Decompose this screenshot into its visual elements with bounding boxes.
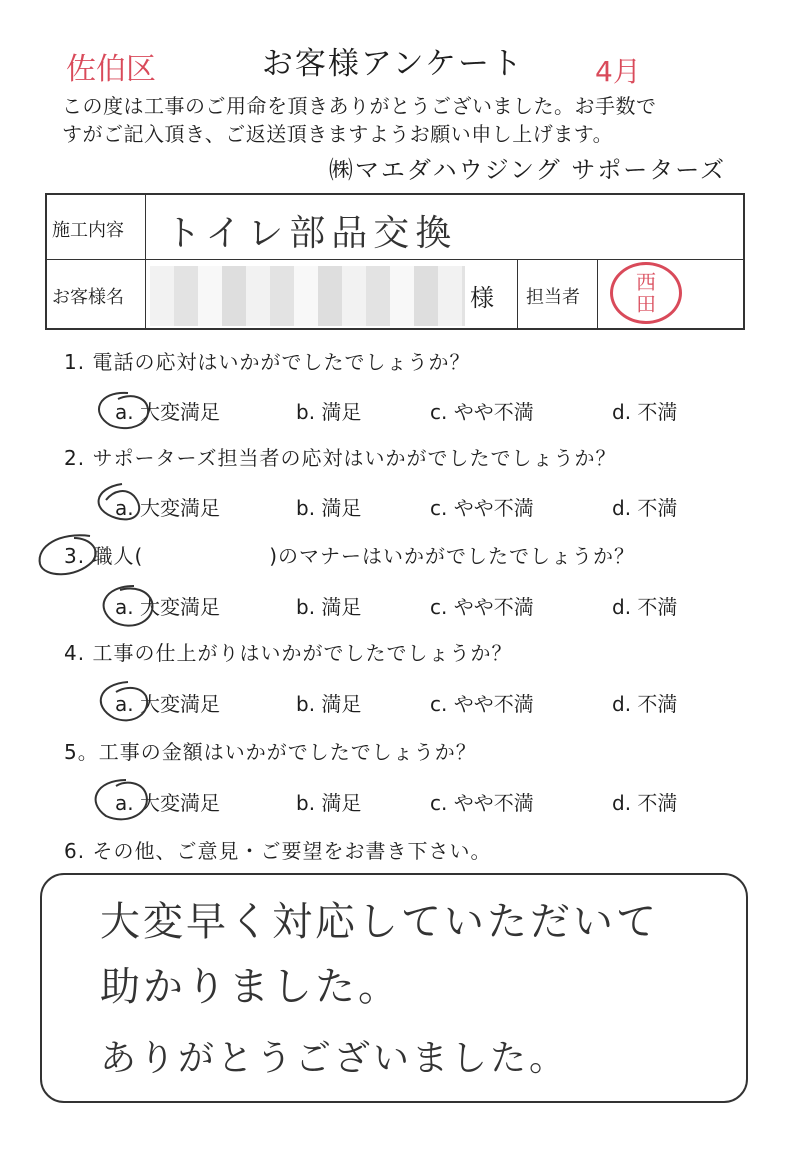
q4-option-b: b. 満足	[296, 692, 362, 716]
q1-option-b: b. 満足	[296, 400, 362, 424]
q3-option-b: b. 満足	[296, 595, 362, 619]
q3-option-a: a. 大変満足	[115, 595, 220, 619]
customer-name-redacted	[150, 266, 465, 326]
q4-option-c: c. やや不満	[430, 692, 534, 716]
staff-label: 担当者	[526, 287, 580, 308]
q5-option-d: d. 不満	[612, 791, 678, 815]
q2-selection-circle	[86, 478, 176, 528]
honorific: 様	[470, 284, 494, 312]
q4-option-a: a. 大変満足	[115, 692, 220, 716]
question-3: 3. 職人( )のマナーはいかがでしたでしょうか？	[64, 544, 636, 568]
form-divider	[597, 259, 598, 330]
form-divider	[517, 259, 518, 330]
work-value: トイレ部品交換	[165, 213, 458, 254]
q2-option-c: c. やや不満	[430, 496, 534, 520]
form-divider	[145, 193, 146, 330]
staff-seal-stamp	[610, 262, 682, 324]
q5-option-a: a. 大変満足	[115, 791, 220, 815]
q4-option-d: d. 不満	[612, 692, 678, 716]
comment-line-3: ありがとうございました。	[100, 1038, 569, 1079]
work-label: 施工内容	[52, 220, 124, 241]
intro-line-2: すがご記入頂き、ご返送頂きますようお願い申し上げます。	[62, 122, 614, 146]
comment-line-2: 助かりました。	[100, 964, 401, 1010]
intro-line-1: この度は工事のご用命を頂きありがとうございました。お手数で	[62, 94, 657, 118]
q3-option-c: c. やや不満	[430, 595, 534, 619]
q1-option-d: d. 不満	[612, 400, 678, 424]
page-title: お客様アンケート	[261, 46, 525, 82]
q3-selection-circle	[90, 578, 180, 638]
comment-line-1: 大変早く対応していただいて	[100, 899, 659, 945]
question-1: 1. 電話の応対はいかがでしたでしょうか？	[64, 350, 471, 374]
q1-selection-circle	[88, 385, 178, 435]
q5-selection-circle	[84, 774, 174, 824]
ward-handwritten: 佐伯区	[66, 52, 156, 87]
question-2: 2. サポーターズ担当者の応対はいかがでしたでしょうか？	[64, 446, 617, 470]
q4-selection-circle	[88, 676, 178, 726]
staff-seal-text: 西田	[636, 270, 656, 316]
question-6-prompt: 6. その他、ご意見・ご要望をお書き下さい。	[64, 839, 492, 863]
month-handwritten: 4月	[595, 55, 641, 88]
q5-option-c: c. やや不満	[430, 791, 534, 815]
q2-option-b: b. 満足	[296, 496, 362, 520]
q5-option-b: b. 満足	[296, 791, 362, 815]
q1-option-c: c. やや不満	[430, 400, 534, 424]
question-5: 5。工事の金額はいかがでしたでしょうか？	[64, 740, 477, 764]
customer-label: お客様名	[52, 287, 124, 308]
q3-option-d: d. 不満	[612, 595, 678, 619]
company-name: ㈱マエダハウジング サポーターズ	[328, 156, 726, 184]
q1-option-a: a. 大変満足	[115, 400, 220, 424]
form-divider	[45, 259, 745, 260]
q2-option-d: d. 不満	[612, 496, 678, 520]
q2-option-a: a. 大変満足	[115, 496, 220, 520]
question-4: 4. 工事の仕上がりはいかがでしたでしょうか？	[64, 641, 513, 665]
